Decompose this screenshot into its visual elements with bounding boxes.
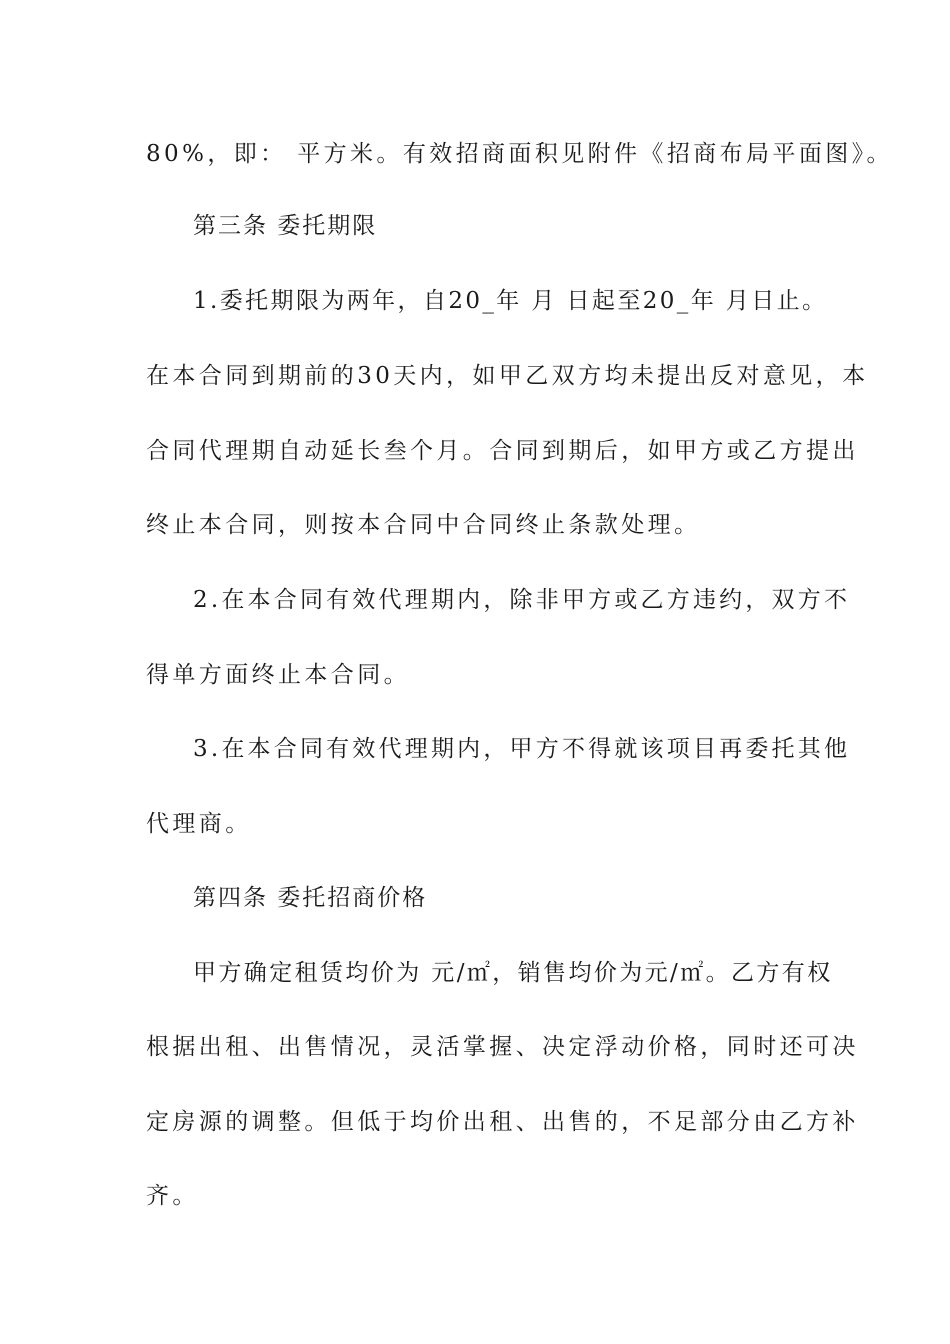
clause-3-3-line-1: 3.在本合同有效代理期内，甲方不得就该项目再委托其他 <box>193 736 851 762</box>
clause-3-2-line-1: 2.在本合同有效代理期内，除非甲方或乙方违约，双方不 <box>193 587 851 613</box>
article-4-line-2: 根据出租、出售情况，灵活掌握、决定浮动价格，同时还可决 <box>146 1034 859 1060</box>
clause-3-1-line-1: 1.委托期限为两年，自20_年 月 日起至20_年 月日止。 <box>193 288 828 314</box>
clause-3-1-line-3: 合同代理期自动延长叁个月。合同到期后，如甲方或乙方提出 <box>146 438 859 464</box>
clause-3-1-line-2: 在本合同到期前的30天内，如甲乙双方均未提出反对意见，本 <box>146 363 869 389</box>
clause-3-3-line-2: 代理商。 <box>146 811 252 837</box>
article-4-line-3: 定房源的调整。但低于均价出租、出售的，不足部分由乙方补 <box>146 1109 859 1135</box>
clause-3-2-line-2: 得单方面终止本合同。 <box>146 662 410 688</box>
article-4-line-4: 齐。 <box>146 1183 199 1209</box>
clause-3-1-line-4: 终止本合同，则按本合同中合同终止条款处理。 <box>146 512 701 538</box>
paragraph-line-area-ratio: 80%，即： 平方米。有效招商面积见附件《招商布局平面图》。 <box>146 141 893 167</box>
article-3-heading: 第三条 委托期限 <box>193 213 378 239</box>
article-4-line-1: 甲方确定租赁均价为 元/㎡，销售均价为元/㎡。乙方有权 <box>193 960 833 986</box>
article-4-heading: 第四条 委托招商价格 <box>193 885 428 911</box>
